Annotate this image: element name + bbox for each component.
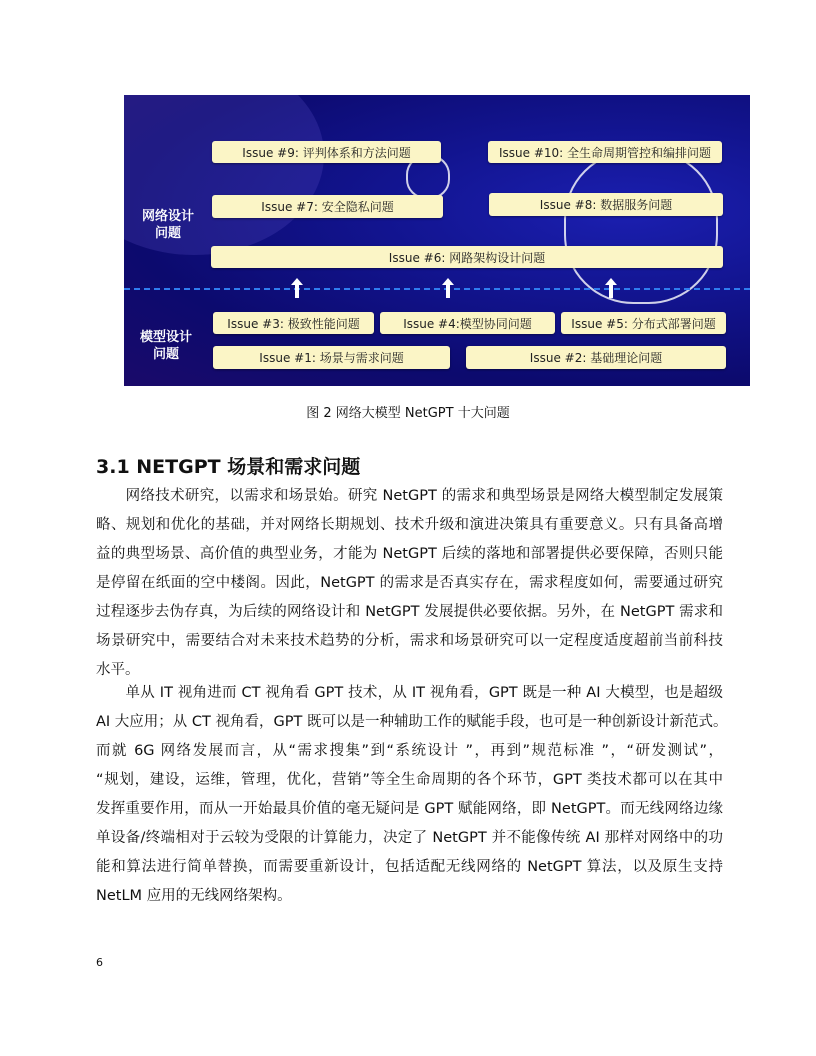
text-line: 发挥重要作用，而从一开始最具价值的毫无疑问是 GPT 赋能网络，即 NetGPT。而无线网络边缘 bbox=[96, 801, 723, 817]
text-line: 过程逐步去伪存真，为后续的网络设计和 NetGPT 发展提供必要依据。另外，在 NetGPT 需求和 bbox=[96, 604, 723, 620]
label-network-design: 网络设计问题 bbox=[141, 209, 194, 241]
text-line: “规划，建设，运维，管理，优化，营销”等全生命周期的各个环节，GPT 类技术都可以在其中 bbox=[96, 772, 723, 788]
page-number: 6 bbox=[96, 956, 103, 969]
text-line: 益的典型场景、高价值的典型业务，才能为 NetGPT 后续的落地和部署提供必要保障，否则只能 bbox=[96, 546, 723, 562]
label-model-design: 模型设计问题 bbox=[139, 330, 192, 362]
up-arrow-icon bbox=[446, 284, 450, 298]
text-line: 略、规划和优化的基础，并对网络长期规划、技术升级和演进决策具有重要意义。只有具备高增 bbox=[96, 517, 723, 533]
brain-graphic bbox=[564, 150, 718, 304]
issue-5-box: Issue #5: 分布式部署问题 bbox=[561, 312, 726, 334]
section-heading: 3.1 NETGPT 场景和需求问题 bbox=[96, 456, 361, 478]
issue-1-box: Issue #1: 场景与需求问题 bbox=[213, 346, 450, 369]
issue-6-box: Issue #6: 网路架构设计问题 bbox=[211, 246, 723, 268]
paragraph-2 bbox=[96, 679, 728, 911]
divider-dashed-line bbox=[124, 288, 750, 290]
figure-netgpt-issues bbox=[124, 95, 750, 386]
paragraph-1 bbox=[96, 482, 723, 685]
issue-7-box: Issue #7: 安全隐私问题 bbox=[212, 195, 443, 218]
text-line: 能和算法进行简单替换，而需要重新设计，包括适配无线网络的 NetGPT 算法，以及原生支持 bbox=[96, 859, 723, 875]
issue-9-box: Issue #9: 评判体系和方法问题 bbox=[212, 141, 441, 163]
issue-3-box: Issue #3: 极致性能问题 bbox=[213, 312, 374, 334]
issue-8-box: Issue #8: 数据服务问题 bbox=[489, 193, 723, 216]
text-line: 网络技术研究，以需求和场景始。研究 NetGPT 的需求和典型场景是网络大模型制定发展策 bbox=[96, 488, 723, 504]
text-line: 是停留在纸面的空中楼阁。因此，NetGPT 的需求是否真实存在，需求程度如何，需要通过研究 bbox=[96, 575, 723, 591]
issue-10-box: Issue #10: 全生命周期管控和编排问题 bbox=[488, 141, 722, 163]
text-line: 单从 IT 视角进而 CT 视角看 GPT 技术，从 IT 视角看，GPT 既是一种 AI 大模型，也是超级 bbox=[96, 685, 723, 701]
up-arrow-icon bbox=[295, 284, 299, 298]
issue-2-box: Issue #2: 基础理论问题 bbox=[466, 346, 726, 369]
text-line: AI 大应用；从 CT 视角看，GPT 既可以是一种辅助工作的赋能手段，也可是一种创新设计新范式。 bbox=[96, 714, 728, 730]
text-line: 水平。 bbox=[96, 662, 140, 678]
figure-caption: 图 2 网络大模型 NetGPT 十大问题 bbox=[306, 406, 510, 421]
text-line: 单设备/终端相对于云较为受限的计算能力，决定了 NetGPT 并不能像传统 AI 那样对网络中的功 bbox=[96, 830, 723, 846]
issue-4-box: Issue #4:模型协同问题 bbox=[380, 312, 555, 334]
text-line: NetLM 应用的无线网络架构。 bbox=[96, 888, 292, 904]
text-line: 而就 6G 网络发展而言，从“需求搜集”到“系统设计 ”，再到”规范标准 ”，“研发测试”， bbox=[96, 743, 723, 759]
up-arrow-icon bbox=[609, 284, 613, 298]
text-line: 场景研究中，需要结合对未来技术趋势的分析，需求和场景研究可以一定程度适度超前当前科技 bbox=[96, 633, 723, 649]
